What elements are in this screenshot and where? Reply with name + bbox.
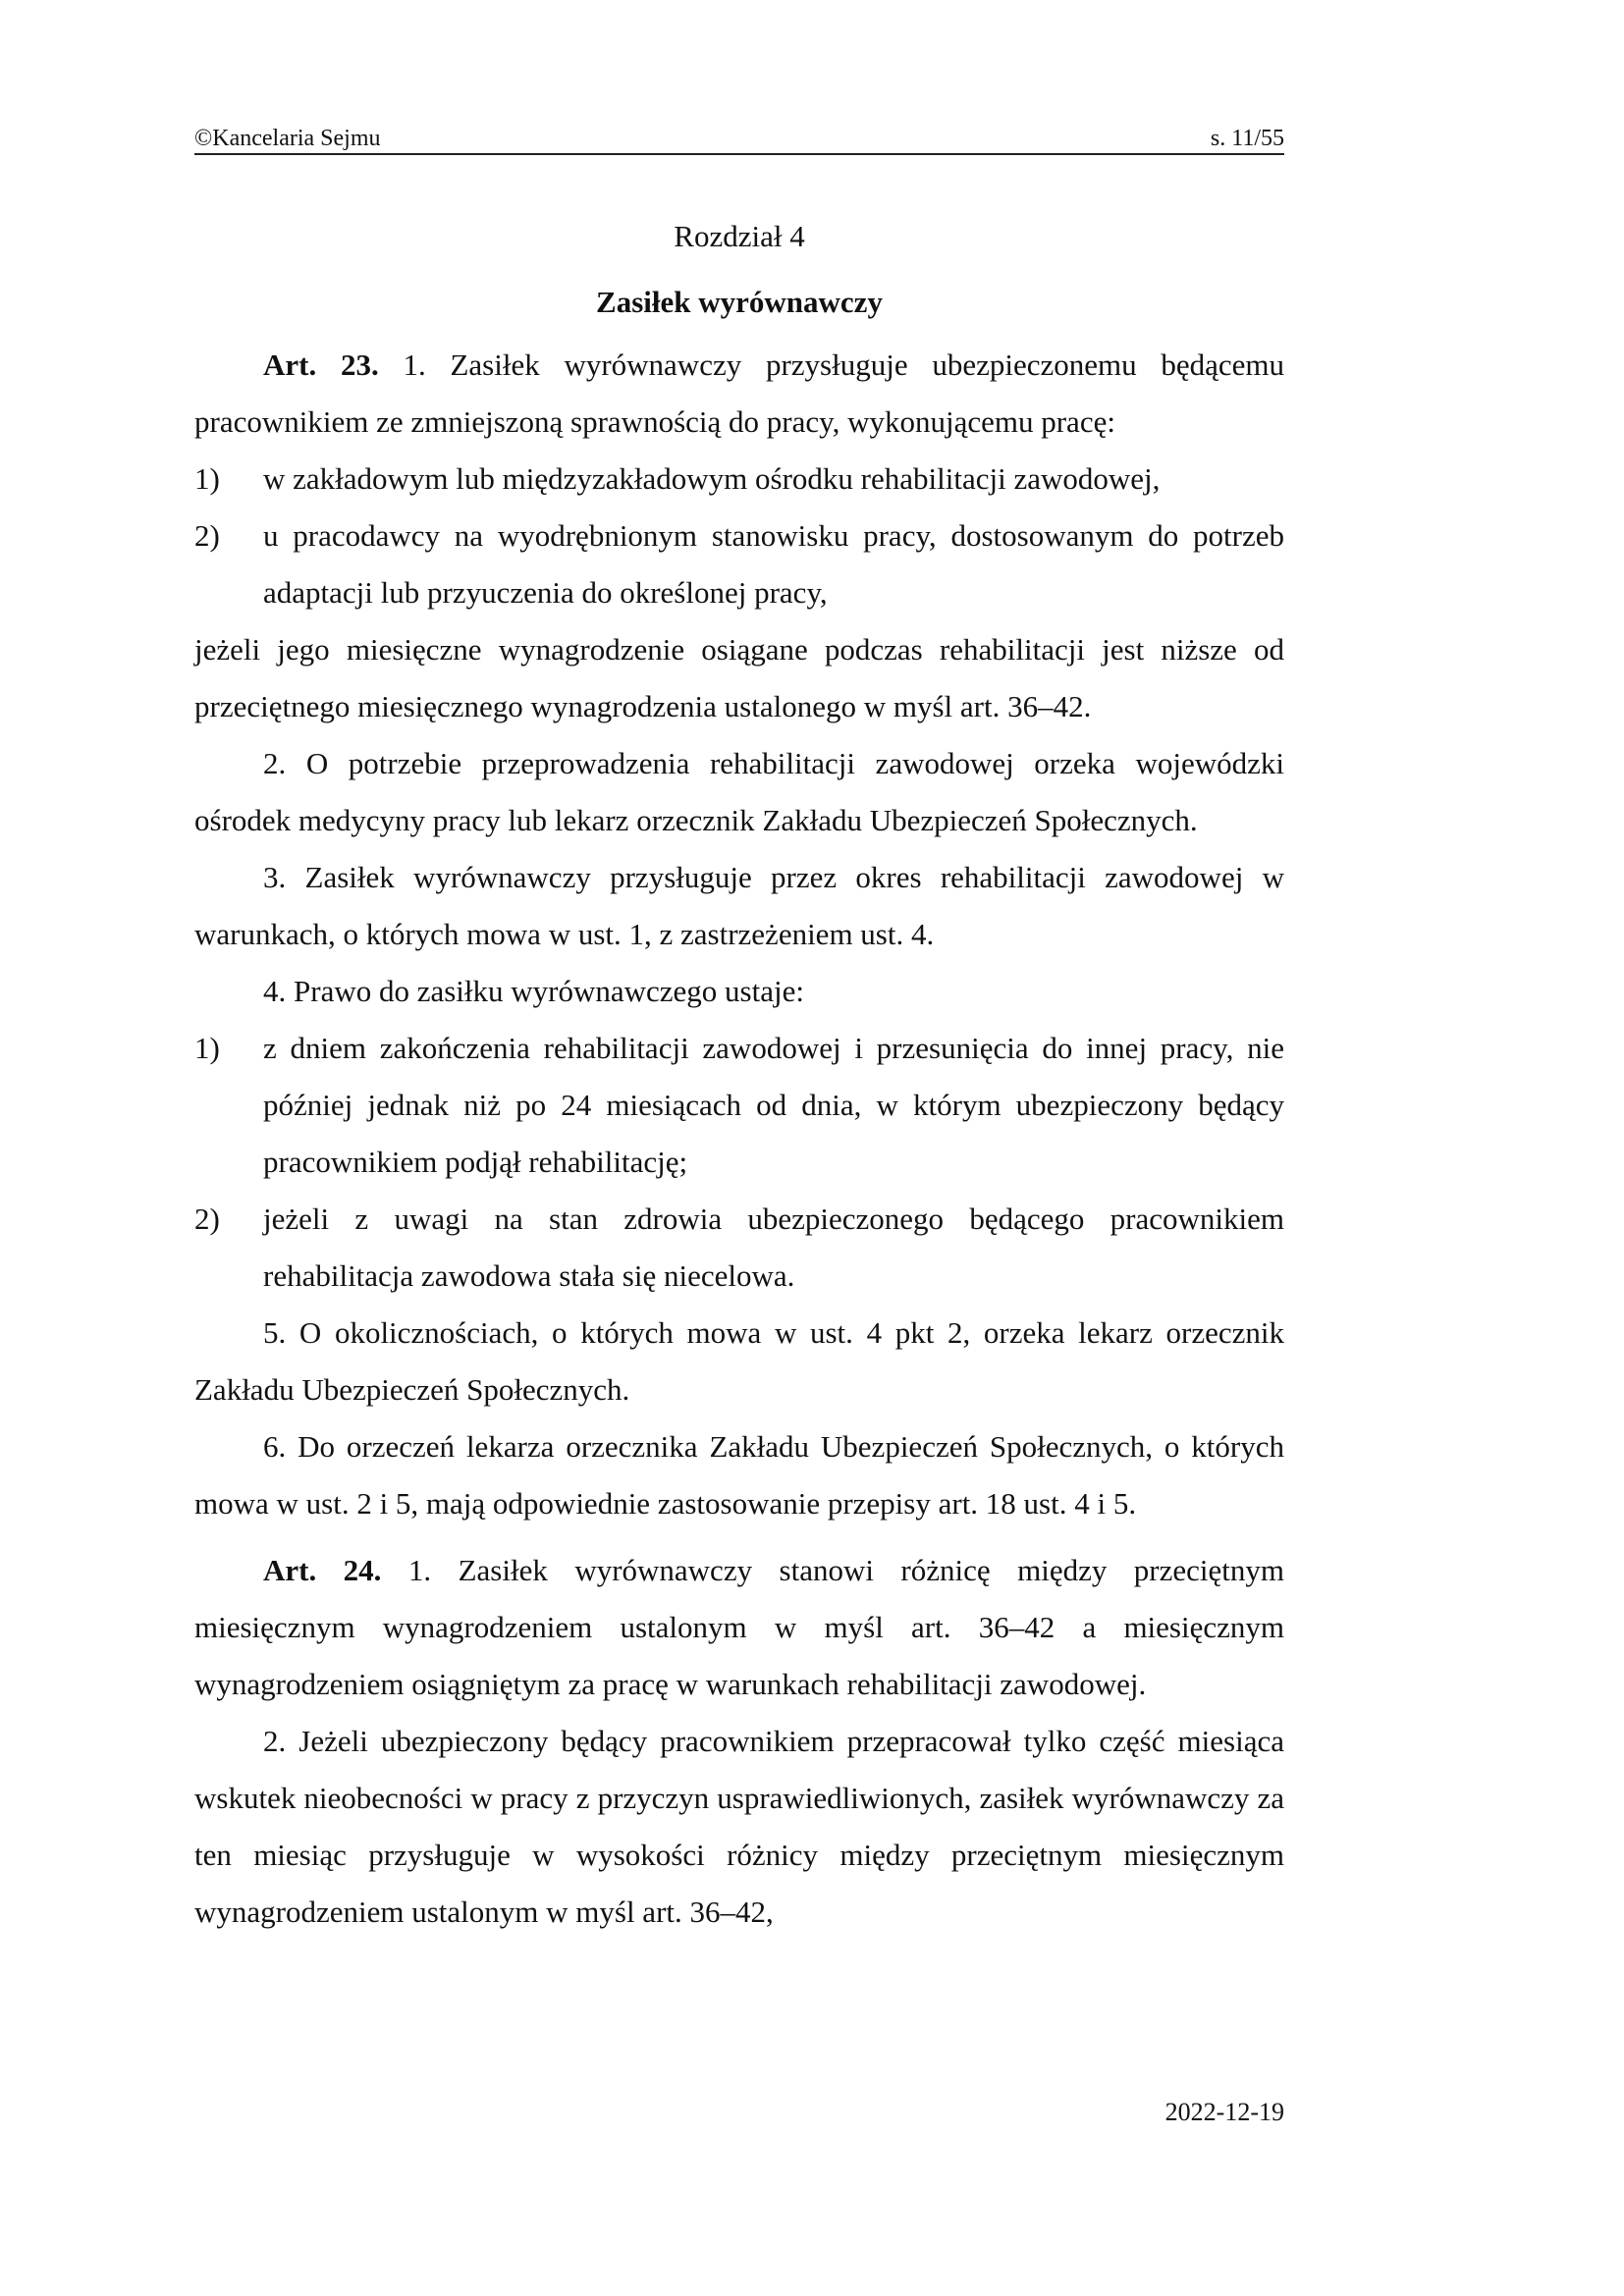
list-item-text: u pracodawcy na wyodrębnionym stanowisku pracy, dostosowanym do potrzeb adaptacji lub przyuczenia do określonej pracy,: [263, 518, 1284, 610]
list-item-number: 1): [194, 1031, 220, 1065]
art23-para3: 3. Zasiłek wyrównawczy przysługuje przez okres rehabilitacji zawodowej w warunkach, o których mowa w ust. 1, z zastrzeżeniem ust. 4.: [194, 860, 1284, 951]
art23-para1-text: 1. Zasiłek wyrównawczy przysługuje ubezpieczonemu będącemu pracownikiem ze zmniejszoną sprawnością do pracy, wykonującemu pracę:: [194, 347, 1284, 439]
art23-para2: 2. O potrzebie przeprowadzenia rehabilitacji zawodowej orzeka wojewódzki ośrodek medycyny pracy lub lekarz orzecznik Zakładu Ubezpieczeń Społecznych.: [194, 746, 1284, 837]
list-item: [194, 507, 1284, 621]
art23-para4: 4. Prawo do zasiłku wyrównawczego ustaje:: [263, 974, 804, 1008]
art23-para6: 6. Do orzeczeń lekarza orzecznika Zakładu Ubezpieczeń Społecznych, o których mowa w ust. 2 i 5, mają odpowiednie zastosowanie przepisy art. 18 ust. 4 i 5.: [194, 1429, 1284, 1521]
header-publisher: ©Kancelaria Sejmu: [194, 126, 381, 151]
art24-para1-text: 1. Zasiłek wyrównawczy stanowi różnicę między przeciętnym miesięcznym wynagrodzeniem ustalonym w myśl art. 36–42 a miesięcznym wynagrodzeniem osiągniętym za pracę w warunkach rehabilitacji zawodowej.: [194, 1553, 1284, 1701]
document-body: [194, 208, 1284, 1941]
list-item-text: jeżeli z uwagi na stan zdrowia ubezpieczonego będącego pracownikiem rehabilitacja zawodowa stała się niecelowa.: [263, 1201, 1284, 1293]
article-separator: [194, 1532, 1284, 1542]
list-item-text: w zakładowym lub międzyzakładowym ośrodku rehabilitacji zawodowej,: [263, 461, 1161, 496]
chapter-title: Zasiłek wyrównawczy: [596, 285, 883, 319]
art24-para1: [194, 1542, 1284, 1713]
art23-para1-tail: jeżeli jego miesięczne wynagrodzenie osiągane podczas rehabilitacji jest niższe od przeciętnego miesięcznego wynagrodzenia ustalonego w myśl art. 36–42.: [194, 632, 1284, 723]
list-item-number: 2): [194, 1201, 220, 1236]
art24-label: Art. 24.: [263, 1553, 382, 1587]
art24-para2: 2. Jeżeli ubezpieczony będący pracownikiem przepracował tylko część miesiąca wskutek nieobecności w pracy z przyczyn usprawiedliwionych, zasiłek wyrównawczy za ten miesiąc przysługuje w wysokości różnicy między przeciętnym miesięcznym wynagrodzeniem ustalonym w myśl art. 36–42,: [194, 1724, 1284, 1929]
list-item-text: z dniem zakończenia rehabilitacji zawodowej i przesunięcia do innej pracy, nie później jednak niż po 24 miesiącach od dnia, w którym ubezpieczony będący pracownikiem podjął rehabilitację;: [263, 1031, 1284, 1179]
list-item: [194, 1191, 1284, 1305]
page-header: [194, 124, 1284, 155]
art23-label: Art. 23.: [263, 347, 379, 382]
list-item-number: 2): [194, 518, 220, 553]
art23-para5: 5. O okolicznościach, o których mowa w ust. 4 pkt 2, orzeka lekarz orzecznik Zakładu Ubezpieczeń Społecznych.: [194, 1315, 1284, 1407]
header-page-number: s. 11/55: [1210, 126, 1284, 151]
footer-date: 2022-12-19: [1164, 2098, 1284, 2126]
chapter-heading: Rozdział 4: [674, 219, 805, 253]
list-item: [194, 1020, 1284, 1191]
art23-para1: [194, 337, 1284, 451]
list-item-number: 1): [194, 461, 220, 496]
list-item: [194, 451, 1284, 507]
